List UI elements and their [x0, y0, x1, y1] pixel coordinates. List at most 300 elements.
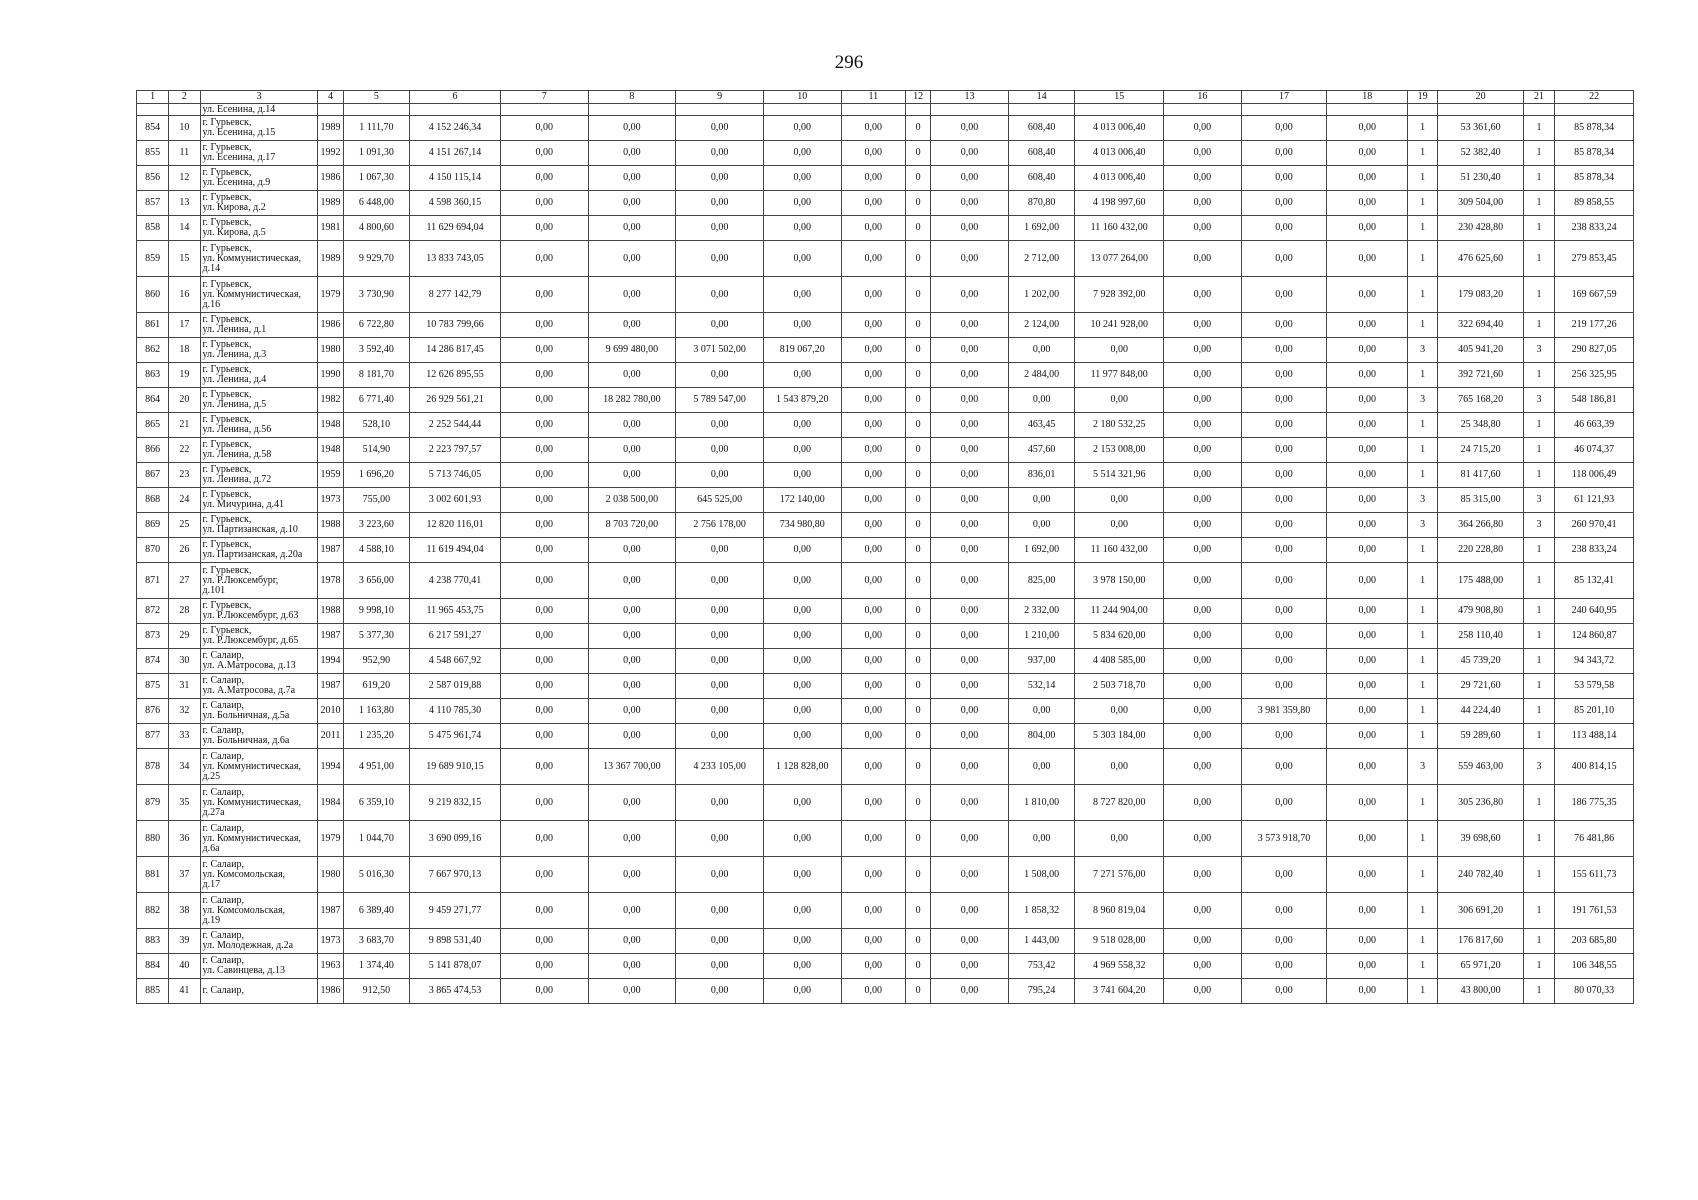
cell-col-15: 0,00: [1075, 749, 1164, 785]
cell-local-number: 11: [169, 141, 200, 166]
cell-col-7: 0,00: [500, 979, 588, 1004]
cell-col-11: 0,00: [841, 821, 906, 857]
cell-col-21: 1: [1523, 141, 1554, 166]
column-header-1: 1: [137, 91, 169, 104]
cell-col-22: 203 685,80: [1555, 929, 1634, 954]
cell-col-8: 0,00: [588, 241, 676, 277]
cell-col-15: 4 408 585,00: [1075, 649, 1164, 674]
cell-col-13: 0,00: [931, 338, 1009, 363]
cell-col-10: 0,00: [763, 313, 841, 338]
cell-col-19: 1: [1408, 166, 1438, 191]
cell-address: г. Салаир, ул. А.Матросова, д.13: [200, 649, 318, 674]
cell-row-number: 866: [137, 438, 169, 463]
cell-col-9: 0,00: [676, 363, 764, 388]
cell-col-12: 0: [906, 463, 931, 488]
column-header-9: 9: [676, 91, 764, 104]
cell-col-21: 1: [1523, 413, 1554, 438]
cell-year-built: 1987: [318, 893, 343, 929]
cell-col-16: 0,00: [1164, 649, 1242, 674]
cell-total-cost: 4 150 115,14: [410, 166, 501, 191]
cell-area: 514,90: [343, 438, 410, 463]
cell-col-19: 1: [1408, 241, 1438, 277]
table-row: [137, 821, 1634, 857]
cell-col-14: 0,00: [1008, 488, 1075, 513]
cell-col-9: 0,00: [676, 563, 764, 599]
cell-col-14: 795,24: [1008, 979, 1075, 1004]
cell-col-15: 8 960 819,04: [1075, 893, 1164, 929]
cell-col-9: 4 233 105,00: [676, 749, 764, 785]
cell-col-13: 0,00: [931, 363, 1009, 388]
cell-col-19: 1: [1408, 821, 1438, 857]
cell-total-cost: 4 238 770,41: [410, 563, 501, 599]
cell-col-8: 0,00: [588, 216, 676, 241]
cell-year-built: 1987: [318, 624, 343, 649]
column-header-2: 2: [169, 91, 200, 104]
cell-col-16: 0,00: [1164, 166, 1242, 191]
column-header-12: 12: [906, 91, 931, 104]
cell-col-15: 0,00: [1075, 513, 1164, 538]
cell-col-18: 0,00: [1327, 785, 1408, 821]
cell-col-14: 836,01: [1008, 463, 1075, 488]
cell-col-19: 3: [1408, 749, 1438, 785]
cell-col-15: 0,00: [1075, 338, 1164, 363]
cell-col-19: 1: [1408, 857, 1438, 893]
cell-col-17: 0,00: [1241, 488, 1327, 513]
cell-col-9: 0,00: [676, 277, 764, 313]
cell-total-cost: 4 151 267,14: [410, 141, 501, 166]
cell-col-7: 0,00: [500, 513, 588, 538]
cell-col-16: 0,00: [1164, 674, 1242, 699]
cell-col-11: 0,00: [841, 538, 906, 563]
cell-col-11: 0,00: [841, 338, 906, 363]
cell-address: г. Гурьевск, ул. Ленина, д.1: [200, 313, 318, 338]
cell-col-14: 1 858,32: [1008, 893, 1075, 929]
cell-area: 4 588,10: [343, 538, 410, 563]
cell-col-21: 1: [1523, 438, 1554, 463]
cell-col-15: 11 160 432,00: [1075, 538, 1164, 563]
cell-col-8: 0,00: [588, 141, 676, 166]
cell-col-7: 0,00: [500, 929, 588, 954]
cell-total-cost: 14 286 817,45: [410, 338, 501, 363]
cell-col-22: 238 833,24: [1555, 538, 1634, 563]
cell-col-20: 44 224,40: [1438, 699, 1524, 724]
cell-col-20: 176 817,60: [1438, 929, 1524, 954]
cell-col-22: 85 878,34: [1555, 141, 1634, 166]
cell-col-12: 0: [906, 563, 931, 599]
cell-row-number: 873: [137, 624, 169, 649]
cell-col-22: 106 348,55: [1555, 954, 1634, 979]
cell-col-9: 5 789 547,00: [676, 388, 764, 413]
cell-col-21: 1: [1523, 216, 1554, 241]
cell-col-22: 290 827,05: [1555, 338, 1634, 363]
cell-col-9: 0,00: [676, 674, 764, 699]
cell-row-number: 879: [137, 785, 169, 821]
cell-year-built: 1948: [318, 438, 343, 463]
cell-col-20: 305 236,80: [1438, 785, 1524, 821]
cell-col-21: 1: [1523, 821, 1554, 857]
cell-col-12: 0: [906, 216, 931, 241]
cell-col-12: 0: [906, 338, 931, 363]
cell-col-17: 0,00: [1241, 785, 1327, 821]
cell-col-18: 0,00: [1327, 929, 1408, 954]
cell-address: г. Гурьевск, ул. Ленина, д.5: [200, 388, 318, 413]
cell-row-number: 875: [137, 674, 169, 699]
column-header-11: 11: [841, 91, 906, 104]
cell-col-13: 0,00: [931, 116, 1009, 141]
cell-col-8: 0,00: [588, 699, 676, 724]
cell-col-16: 0,00: [1164, 513, 1242, 538]
cell-col-16: 0,00: [1164, 216, 1242, 241]
column-header-20: 20: [1438, 91, 1524, 104]
column-header-4: 4: [318, 91, 343, 104]
table-row: [137, 463, 1634, 488]
cell-col-17: 0,00: [1241, 749, 1327, 785]
cell-col-11: 0,00: [841, 749, 906, 785]
cell-col-16: 0,00: [1164, 313, 1242, 338]
cell-col-21: 1: [1523, 599, 1554, 624]
cell-col-22: 76 481,86: [1555, 821, 1634, 857]
cell-col-21: 1: [1523, 191, 1554, 216]
cell-total-cost: 9 898 531,40: [410, 929, 501, 954]
cell-local-number: 19: [169, 363, 200, 388]
table-row: [137, 624, 1634, 649]
cell-year-built: 2010: [318, 699, 343, 724]
cell-col-14: 2 332,00: [1008, 599, 1075, 624]
cell-col-7: 0,00: [500, 216, 588, 241]
cell-address: г. Гурьевск, ул. Р.Люксембург, д.63: [200, 599, 318, 624]
cell-col-18: 0,00: [1327, 563, 1408, 599]
cell-col-21: 1: [1523, 954, 1554, 979]
cell-area: 1 235,20: [343, 724, 410, 749]
column-header-3: 3: [200, 91, 318, 104]
cell-area: 1 163,80: [343, 699, 410, 724]
cell-col-22: 124 860,87: [1555, 624, 1634, 649]
cell-col-12: 0: [906, 724, 931, 749]
table-row: [137, 216, 1634, 241]
cell-area: 9 929,70: [343, 241, 410, 277]
cell-area: 619,20: [343, 674, 410, 699]
cell-col-19: 1: [1408, 599, 1438, 624]
table-row: [137, 979, 1634, 1004]
cell-col-10: 0,00: [763, 624, 841, 649]
cell-area: 3 683,70: [343, 929, 410, 954]
cell-total-cost: 4 152 246,34: [410, 116, 501, 141]
cell-address: г. Гурьевск, ул. Есенина, д.9: [200, 166, 318, 191]
cell-col-11: 0,00: [841, 413, 906, 438]
cell-col-8: 0,00: [588, 785, 676, 821]
cell-area: 528,10: [343, 413, 410, 438]
cell-col-11: 0,00: [841, 599, 906, 624]
cell-year-built: 1980: [318, 338, 343, 363]
cell-col-19: 1: [1408, 116, 1438, 141]
cell-col-15: 11 160 432,00: [1075, 216, 1164, 241]
cell-col-13: 0,00: [931, 538, 1009, 563]
cell-col-21: 1: [1523, 929, 1554, 954]
cell-col-10: 0,00: [763, 954, 841, 979]
cell-col-16: 0,00: [1164, 724, 1242, 749]
cell-col-11: 0,00: [841, 488, 906, 513]
cell-col-14: 608,40: [1008, 116, 1075, 141]
cell-col-20: 306 691,20: [1438, 893, 1524, 929]
cell-col-15: 2 180 532,25: [1075, 413, 1164, 438]
cell-address: г. Салаир, ул. Комсомольская, д.17: [200, 857, 318, 893]
cell-col-16: 0,00: [1164, 388, 1242, 413]
cell-row-number: 861: [137, 313, 169, 338]
cell-col-8: 0,00: [588, 893, 676, 929]
cell-area: 5 016,30: [343, 857, 410, 893]
table-row: [137, 513, 1634, 538]
column-header-10: 10: [763, 91, 841, 104]
cell-address: г. Гурьевск, ул. Ленина, д.3: [200, 338, 318, 363]
table-row: [137, 166, 1634, 191]
cell-col-11: 0,00: [841, 649, 906, 674]
cell-col-10: 0,00: [763, 599, 841, 624]
cell-col-8: 0,00: [588, 166, 676, 191]
cell-col-21: 1: [1523, 241, 1554, 277]
cell-col-22: 400 814,15: [1555, 749, 1634, 785]
cell-col-17: 0,00: [1241, 893, 1327, 929]
cell-col-19: 1: [1408, 538, 1438, 563]
cell-col-19: 1: [1408, 785, 1438, 821]
cell-col-22: 80 070,33: [1555, 979, 1634, 1004]
cell-col-8: 2 038 500,00: [588, 488, 676, 513]
cell-row-number: 862: [137, 338, 169, 363]
cell-local-number: 33: [169, 724, 200, 749]
cell-total-cost: 9 459 271,77: [410, 893, 501, 929]
cell-col-13: 0,00: [931, 785, 1009, 821]
cell-col-13: 0,00: [931, 463, 1009, 488]
table-row: [137, 649, 1634, 674]
cell-col-12: 0: [906, 624, 931, 649]
cell-col-18: 0,00: [1327, 216, 1408, 241]
cell-col-10: 0,00: [763, 929, 841, 954]
cell-col-12: 0: [906, 674, 931, 699]
cell-address: г. Гурьевск, ул. Есенина, д.17: [200, 141, 318, 166]
cell-col-18: 0,00: [1327, 538, 1408, 563]
cell-col-19: 1: [1408, 563, 1438, 599]
cell-col-20: 39 698,60: [1438, 821, 1524, 857]
cell-local-number: 39: [169, 929, 200, 954]
cell-year-built: 1989: [318, 116, 343, 141]
column-header-5: 5: [343, 91, 410, 104]
cell-col-22: 85 132,41: [1555, 563, 1634, 599]
cell-local-number: 29: [169, 624, 200, 649]
cell-col-7: 0,00: [500, 463, 588, 488]
cell-col-14: 870,80: [1008, 191, 1075, 216]
cell-local-number: 23: [169, 463, 200, 488]
cell-col-21: 1: [1523, 624, 1554, 649]
cell-col-18: 0,00: [1327, 749, 1408, 785]
cell-col-13: 0,00: [931, 388, 1009, 413]
cell-local-number: 36: [169, 821, 200, 857]
cell-col-17: 0,00: [1241, 954, 1327, 979]
cell-col-21: 1: [1523, 893, 1554, 929]
cell-col-10: 1 543 879,20: [763, 388, 841, 413]
cell-col-16: 0,00: [1164, 277, 1242, 313]
cell-col-10: 0,00: [763, 674, 841, 699]
cell-col-18: 0,00: [1327, 463, 1408, 488]
cell-area: 9 998,10: [343, 599, 410, 624]
cell-col-7: 0,00: [500, 821, 588, 857]
cell-col-14: 1 692,00: [1008, 216, 1075, 241]
cell-col-21: 1: [1523, 724, 1554, 749]
cell-col-9: 0,00: [676, 821, 764, 857]
cell-col-15: 2 153 008,00: [1075, 438, 1164, 463]
table-row: [137, 699, 1634, 724]
cell-col-19: 3: [1408, 488, 1438, 513]
cell-col-18: 0,00: [1327, 413, 1408, 438]
cell-col-19: 1: [1408, 413, 1438, 438]
cell-col-8: 0,00: [588, 724, 676, 749]
cell-col-20: 53 361,60: [1438, 116, 1524, 141]
cell-col-17: 0,00: [1241, 857, 1327, 893]
cell-col-7: 0,00: [500, 563, 588, 599]
cell-row-number: 880: [137, 821, 169, 857]
cell-col-20: 392 721,60: [1438, 363, 1524, 388]
cell-col-9: 0,00: [676, 216, 764, 241]
cell-col-15: 0,00: [1075, 488, 1164, 513]
cell-area: 1 044,70: [343, 821, 410, 857]
cell-col-7: 0,00: [500, 857, 588, 893]
cell-col-20: 24 715,20: [1438, 438, 1524, 463]
cell-col-13: 0,00: [931, 563, 1009, 599]
cell-col-8: 0,00: [588, 624, 676, 649]
cell-address: г. Салаир, ул. Коммунистическая, д.27а: [200, 785, 318, 821]
cell-col-21: 1: [1523, 857, 1554, 893]
cell-col-10: 0,00: [763, 699, 841, 724]
cell-col-7: 0,00: [500, 538, 588, 563]
cell-col-21: 1: [1523, 563, 1554, 599]
cell-col-19: 1: [1408, 313, 1438, 338]
cell-col-15: 3 741 604,20: [1075, 979, 1164, 1004]
cell-col-7: 0,00: [500, 166, 588, 191]
cell-total-cost: 11 619 494,04: [410, 538, 501, 563]
cell-col-12: 0: [906, 313, 931, 338]
cell-col-10: 0,00: [763, 166, 841, 191]
cell-col-13: 0,00: [931, 749, 1009, 785]
cell-year-built: 1992: [318, 141, 343, 166]
cell-col-11: 0,00: [841, 116, 906, 141]
table-row: [137, 413, 1634, 438]
cell-col-8: 0,00: [588, 954, 676, 979]
cell-local-number: 34: [169, 749, 200, 785]
cell-year-built: 1986: [318, 313, 343, 338]
cell-col-14: 608,40: [1008, 141, 1075, 166]
cell-col-21: 3: [1523, 388, 1554, 413]
cell-local-number: 13: [169, 191, 200, 216]
column-header-13: 13: [931, 91, 1009, 104]
cell-col-7: 0,00: [500, 674, 588, 699]
cell-col-14: 804,00: [1008, 724, 1075, 749]
cell-address: г. Салаир, ул. Коммунистическая, д.6а: [200, 821, 318, 857]
cell-col-22: 548 186,81: [1555, 388, 1634, 413]
cell-col-7: 0,00: [500, 338, 588, 363]
cell-row-number: 885: [137, 979, 169, 1004]
column-header-22: 22: [1555, 91, 1634, 104]
cell-col-18: 0,00: [1327, 277, 1408, 313]
cell-col-17: 0,00: [1241, 438, 1327, 463]
cell-col-7: 0,00: [500, 116, 588, 141]
cell-col-17: 0,00: [1241, 216, 1327, 241]
table-header: [137, 91, 1634, 104]
cell-address: г. Гурьевск, ул. Ленина, д.58: [200, 438, 318, 463]
cell-col-20: 65 971,20: [1438, 954, 1524, 979]
cell-col-14: 825,00: [1008, 563, 1075, 599]
cell-col-8: 0,00: [588, 979, 676, 1004]
cell-total-cost: 3 002 601,93: [410, 488, 501, 513]
cell-row-number: 877: [137, 724, 169, 749]
cell-col-12: 0: [906, 954, 931, 979]
cell-col-10: 0,00: [763, 116, 841, 141]
cell-col-9: 0,00: [676, 166, 764, 191]
cell-col-20: 364 266,80: [1438, 513, 1524, 538]
cell-col-16: 0,00: [1164, 785, 1242, 821]
cell-total-cost: 8 277 142,79: [410, 277, 501, 313]
cell-address: г. Гурьевск, ул. Коммунистическая, д.14: [200, 241, 318, 277]
cell-col-20: 765 168,20: [1438, 388, 1524, 413]
cell-col-8: 0,00: [588, 191, 676, 216]
cell-local-number: 10: [169, 116, 200, 141]
cell-col-19: 3: [1408, 513, 1438, 538]
cell-col-20: 85 315,00: [1438, 488, 1524, 513]
cell-col-19: 1: [1408, 929, 1438, 954]
table-row: [137, 857, 1634, 893]
cell-col-10: 0,00: [763, 538, 841, 563]
cell-total-cost: 4 110 785,30: [410, 699, 501, 724]
column-header-7: 7: [500, 91, 588, 104]
cell-col-12: 0: [906, 241, 931, 277]
cell-year-built: 1978: [318, 563, 343, 599]
cell-row-number: 856: [137, 166, 169, 191]
cell-col-18: 0,00: [1327, 599, 1408, 624]
cell-col-20: 51 230,40: [1438, 166, 1524, 191]
column-header-15: 15: [1075, 91, 1164, 104]
cell-col-22: 46 074,37: [1555, 438, 1634, 463]
cell-col-19: 1: [1408, 979, 1438, 1004]
cell-col-11: 0,00: [841, 191, 906, 216]
cell-col-21: 1: [1523, 538, 1554, 563]
cell-col-19: 1: [1408, 277, 1438, 313]
cell-total-cost: 5 713 746,05: [410, 463, 501, 488]
cell-col-7: 0,00: [500, 388, 588, 413]
cell-col-8: 0,00: [588, 363, 676, 388]
cell-col-7: 0,00: [500, 649, 588, 674]
cell-address: г. Салаир, ул. Савинцева, д.13: [200, 954, 318, 979]
cell-col-20: 52 382,40: [1438, 141, 1524, 166]
cell-col-8: 0,00: [588, 821, 676, 857]
cell-year-built: 1986: [318, 166, 343, 191]
cell-col-12: 0: [906, 893, 931, 929]
cell-col-10: 0,00: [763, 857, 841, 893]
cell-address: г. Гурьевск, ул. Есенина, д.15: [200, 116, 318, 141]
cell-address: г. Гурьевск, ул. Ленина, д.72: [200, 463, 318, 488]
cell-col-15: 10 241 928,00: [1075, 313, 1164, 338]
cell-col-17: 0,00: [1241, 313, 1327, 338]
cell-total-cost: 2 252 544,44: [410, 413, 501, 438]
cell-col-21: 1: [1523, 785, 1554, 821]
cell-col-14: 0,00: [1008, 821, 1075, 857]
cell-total-cost: 4 548 667,92: [410, 649, 501, 674]
table-row: [137, 599, 1634, 624]
cell-col-17: 0,00: [1241, 979, 1327, 1004]
cell-local-number: 14: [169, 216, 200, 241]
cell-col-9: 0,00: [676, 116, 764, 141]
cell-col-22: 94 343,72: [1555, 649, 1634, 674]
cell-col-15: 8 727 820,00: [1075, 785, 1164, 821]
cell-col-16: 0,00: [1164, 538, 1242, 563]
cell-year-built: 1988: [318, 599, 343, 624]
cell-col-12: 0: [906, 821, 931, 857]
